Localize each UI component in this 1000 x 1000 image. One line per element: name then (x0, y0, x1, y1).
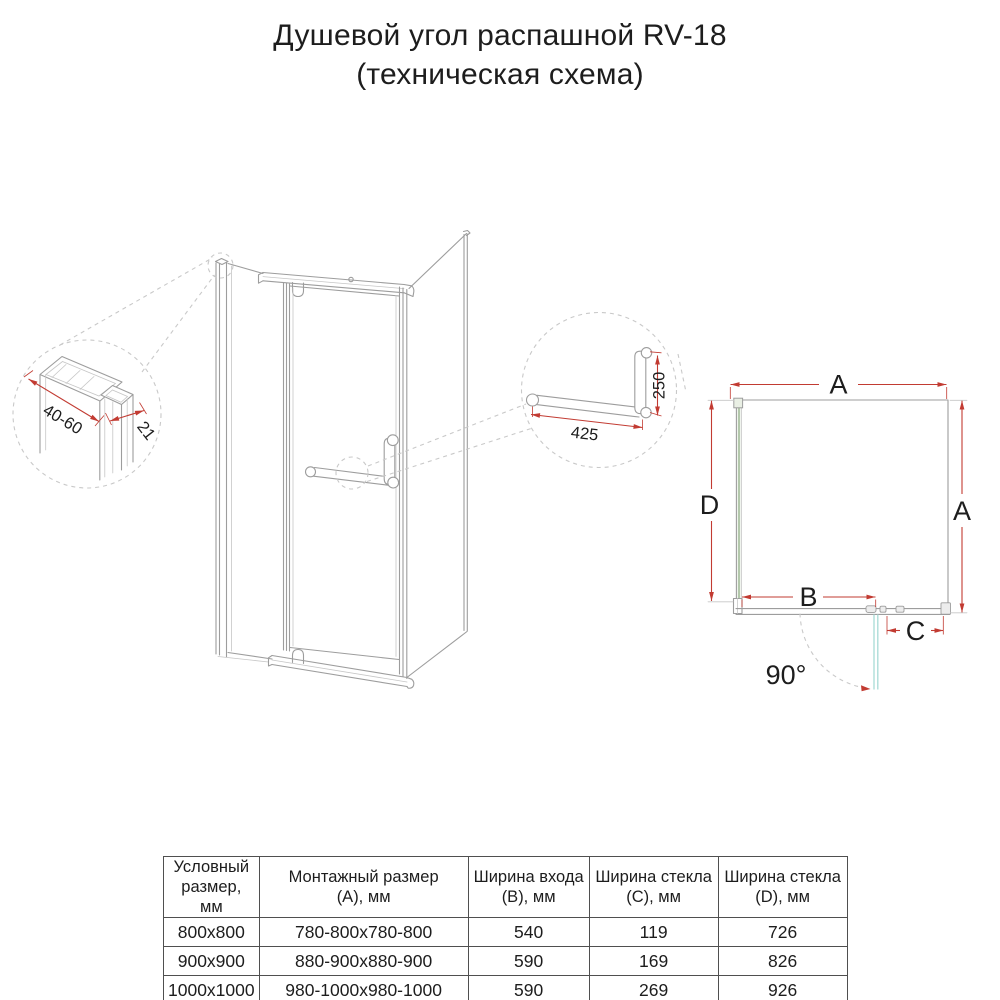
plan-open-door (874, 615, 878, 690)
profile-depth-dim-label: 21 (133, 418, 159, 444)
page-title-line2: (техническая схема) (356, 58, 644, 91)
door-handle (384, 435, 398, 488)
table-row (164, 918, 848, 947)
plan-top-wall-profile (734, 398, 743, 408)
table-cell: 826 (718, 947, 847, 976)
column-header: Монтажный размер (А), мм (259, 857, 468, 918)
table-cell: 119 (589, 918, 718, 947)
table-cell: 726 (718, 918, 847, 947)
wall-profile-callout (13, 340, 161, 488)
table-cell: 590 (468, 947, 589, 976)
plan-dim-c-label: C (905, 616, 926, 646)
table-cell: 900x900 (164, 947, 260, 976)
table-cell: 1000x1000 (164, 976, 260, 1000)
handle-length-dim-label: 425 (569, 423, 600, 445)
column-header: Ширина входа (B), мм (468, 857, 589, 918)
table-row (164, 947, 848, 976)
table-cell: 880-900x880-900 (259, 947, 468, 976)
handle-detail-marker (336, 457, 368, 489)
plan-dim-a-top-label: A (829, 369, 848, 400)
door-swing-arc (800, 614, 870, 689)
handle-height-dim-label: 250 (650, 371, 669, 400)
column-header: Условный размер, мм (164, 857, 260, 918)
table-cell: 169 (589, 947, 718, 976)
plan-hinge (866, 606, 876, 613)
table-cell: 980-1000x980-1000 (259, 976, 468, 1000)
enclosure-3d-drawing (208, 231, 470, 689)
plan-dim-b-label: B (799, 582, 818, 612)
column-header: Ширина стекла (C), мм (589, 857, 718, 918)
table-cell: 926 (718, 976, 847, 1000)
plan-dim-d-label: D (699, 490, 720, 520)
table-cell: 590 (468, 976, 589, 1000)
column-header: Ширина стекла (D), мм (718, 857, 847, 918)
profile-detail-marker (208, 253, 233, 278)
table-cell: 540 (468, 918, 589, 947)
table-header-row (164, 857, 848, 918)
callout-leader-lines (60, 258, 686, 482)
handle-callout (522, 313, 677, 468)
table-row (164, 976, 848, 1000)
table-cell: 269 (589, 976, 718, 1000)
table-cell: 780-800x780-800 (259, 918, 468, 947)
towel-bar (314, 468, 390, 486)
plan-dim-a-right-label: A (952, 496, 972, 526)
table-cell: 800x800 (164, 918, 260, 947)
profile-width-dim-label: 40-60 (39, 401, 86, 439)
page-title-line1: Душевой угол распашной RV-18 (273, 19, 727, 52)
plan-angle-label: 90° (765, 660, 807, 690)
plan-corner-bracket (941, 603, 951, 614)
size-table (163, 856, 848, 1000)
plan-view (700, 370, 971, 692)
